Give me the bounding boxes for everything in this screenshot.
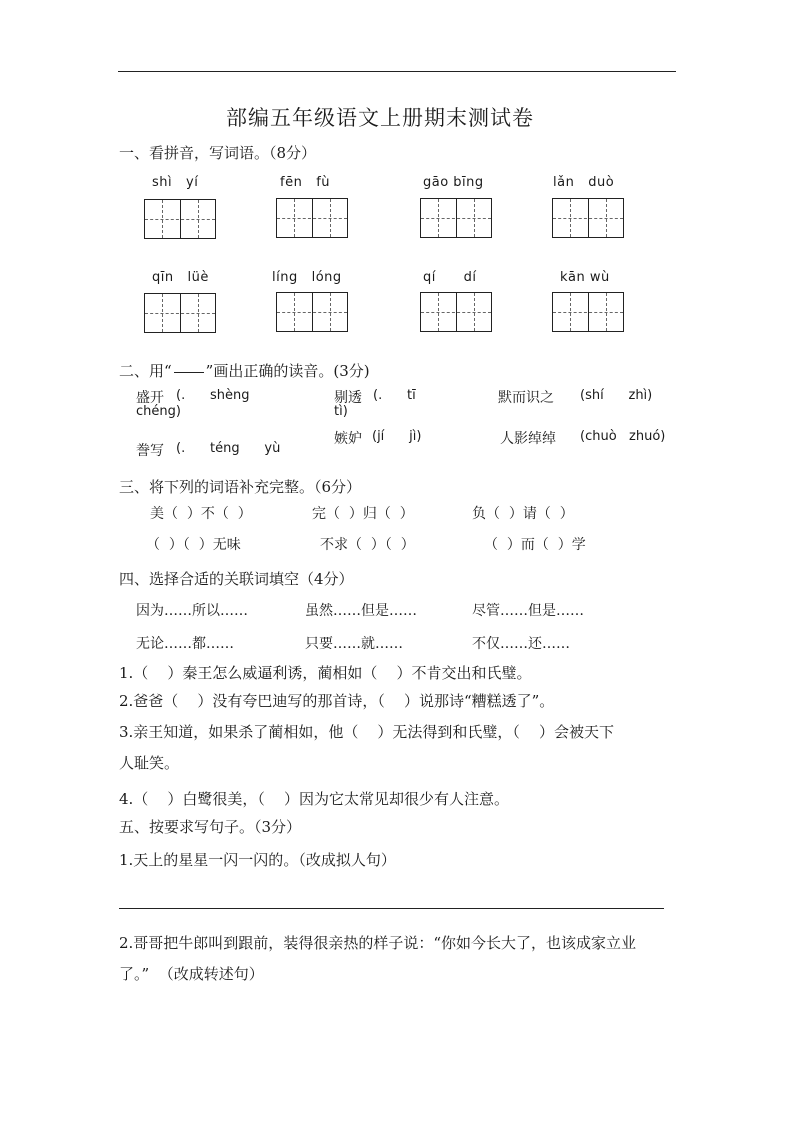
pinyin-6: líng lóng <box>272 270 342 285</box>
pinyin-5: qīn lüè <box>152 270 209 285</box>
answer-line-1[interactable] <box>119 908 664 909</box>
writing-grid-2[interactable] <box>276 198 348 238</box>
writing-grid-3[interactable] <box>420 198 492 238</box>
pinyin-4: lǎn duò <box>553 175 615 190</box>
s5-question-1: 1.天上的星星一闪一闪的。（改成拟人句） <box>119 851 396 869</box>
s3-item-3: 负（ ）请（ ） <box>472 506 574 522</box>
header-rule <box>118 71 676 72</box>
pinyin-1: shì yí <box>152 175 199 190</box>
s2-options-1-cont: chéng) <box>136 404 181 419</box>
s3-item-2: 完（ ）归（ ） <box>312 506 414 522</box>
s2-options-2-cont: tì) <box>334 404 348 419</box>
s2-options-2: (. tī <box>373 388 416 403</box>
s3-item-6: （ ）而（ ）学 <box>484 537 586 553</box>
s4-option-3: 尽管……但是…… <box>472 603 584 619</box>
s4-option-1: 因为……所以…… <box>136 603 248 619</box>
s4-option-6: 不仅……还…… <box>472 636 570 652</box>
s4-question-4: 4.（ ）白鹭很美，（ ）因为它太常见却很少有人注意。 <box>119 790 509 808</box>
s2-word-4: 誊写 <box>136 443 164 459</box>
underline-sample <box>174 372 204 373</box>
writing-grid-5[interactable] <box>144 293 216 333</box>
section4-heading: 四、选择合适的关联词填空（4分） <box>119 570 354 588</box>
s2-options-1: (. shèng <box>176 388 250 403</box>
s3-item-5: 不求（ ）（ ） <box>320 537 415 553</box>
writing-grid-1[interactable] <box>144 199 216 239</box>
s2-word-1: 盛开 <box>136 390 164 406</box>
pinyin-2: fēn fù <box>280 175 331 190</box>
writing-grid-6[interactable] <box>276 292 348 332</box>
pinyin-3: gāo bīng <box>423 175 484 190</box>
s4-question-3-cont: 人耻笑。 <box>119 754 180 772</box>
s4-option-5: 只要……就…… <box>305 636 403 652</box>
s4-question-3: 3.亲王知道，如果杀了蔺相如，他（ ）无法得到和氏璧，（ ）会被天下 <box>119 723 614 741</box>
section5-heading: 五、按要求写句子。（3分） <box>119 818 302 836</box>
pinyin-7: qí dí <box>423 270 477 285</box>
section2-heading-pre: 二、用“ <box>119 362 172 380</box>
s4-option-4: 无论……都…… <box>136 636 234 652</box>
section1-heading: 一、看拼音，写词语。（8分） <box>119 144 317 162</box>
s3-item-4: （ ）（ ）无味 <box>146 537 241 553</box>
pinyin-8: kān wù <box>560 270 610 285</box>
s4-question-2: 2.爸爸（ ）没有夸巴迪写的那首诗，（ ）说那诗“糟糕透了”。 <box>119 692 555 710</box>
s3-item-1: 美（ ）不（ ） <box>150 506 252 522</box>
s2-options-6: (chuò zhuó) <box>580 429 666 444</box>
s2-word-5: 嫉妒 <box>334 431 362 447</box>
page-title: 部编五年级语文上册期末测试卷 <box>226 106 534 130</box>
s2-options-4: (. téng yù <box>176 441 281 456</box>
s2-word-6: 人影绰绰 <box>500 431 556 447</box>
s4-option-2: 虽然……但是…… <box>305 603 417 619</box>
s5-question-2: 2.哥哥把牛郎叫到跟前，装得很亲热的样子说：“你如今长大了，也该成家立业 <box>119 934 636 952</box>
s5-question-2-cont: 了。” （改成转述句） <box>119 965 264 983</box>
s2-options-5: (jí jì) <box>372 429 422 444</box>
s2-word-3: 默而识之 <box>498 390 554 406</box>
section2-heading-post: ”画出正确的读音。(3分) <box>205 362 370 380</box>
section2-heading <box>119 360 370 381</box>
section3-heading: 三、将下列的词语补充完整。（6分） <box>119 478 362 496</box>
s4-question-1: 1.（ ）秦王怎么威逼利诱，蔺相如（ ）不肯交出和氏璧。 <box>119 664 532 682</box>
s2-word-2: 剔透 <box>334 390 362 406</box>
writing-grid-7[interactable] <box>420 292 492 332</box>
s2-options-3: (shí zhì) <box>580 388 653 403</box>
writing-grid-4[interactable] <box>552 198 624 238</box>
writing-grid-8[interactable] <box>552 292 624 332</box>
